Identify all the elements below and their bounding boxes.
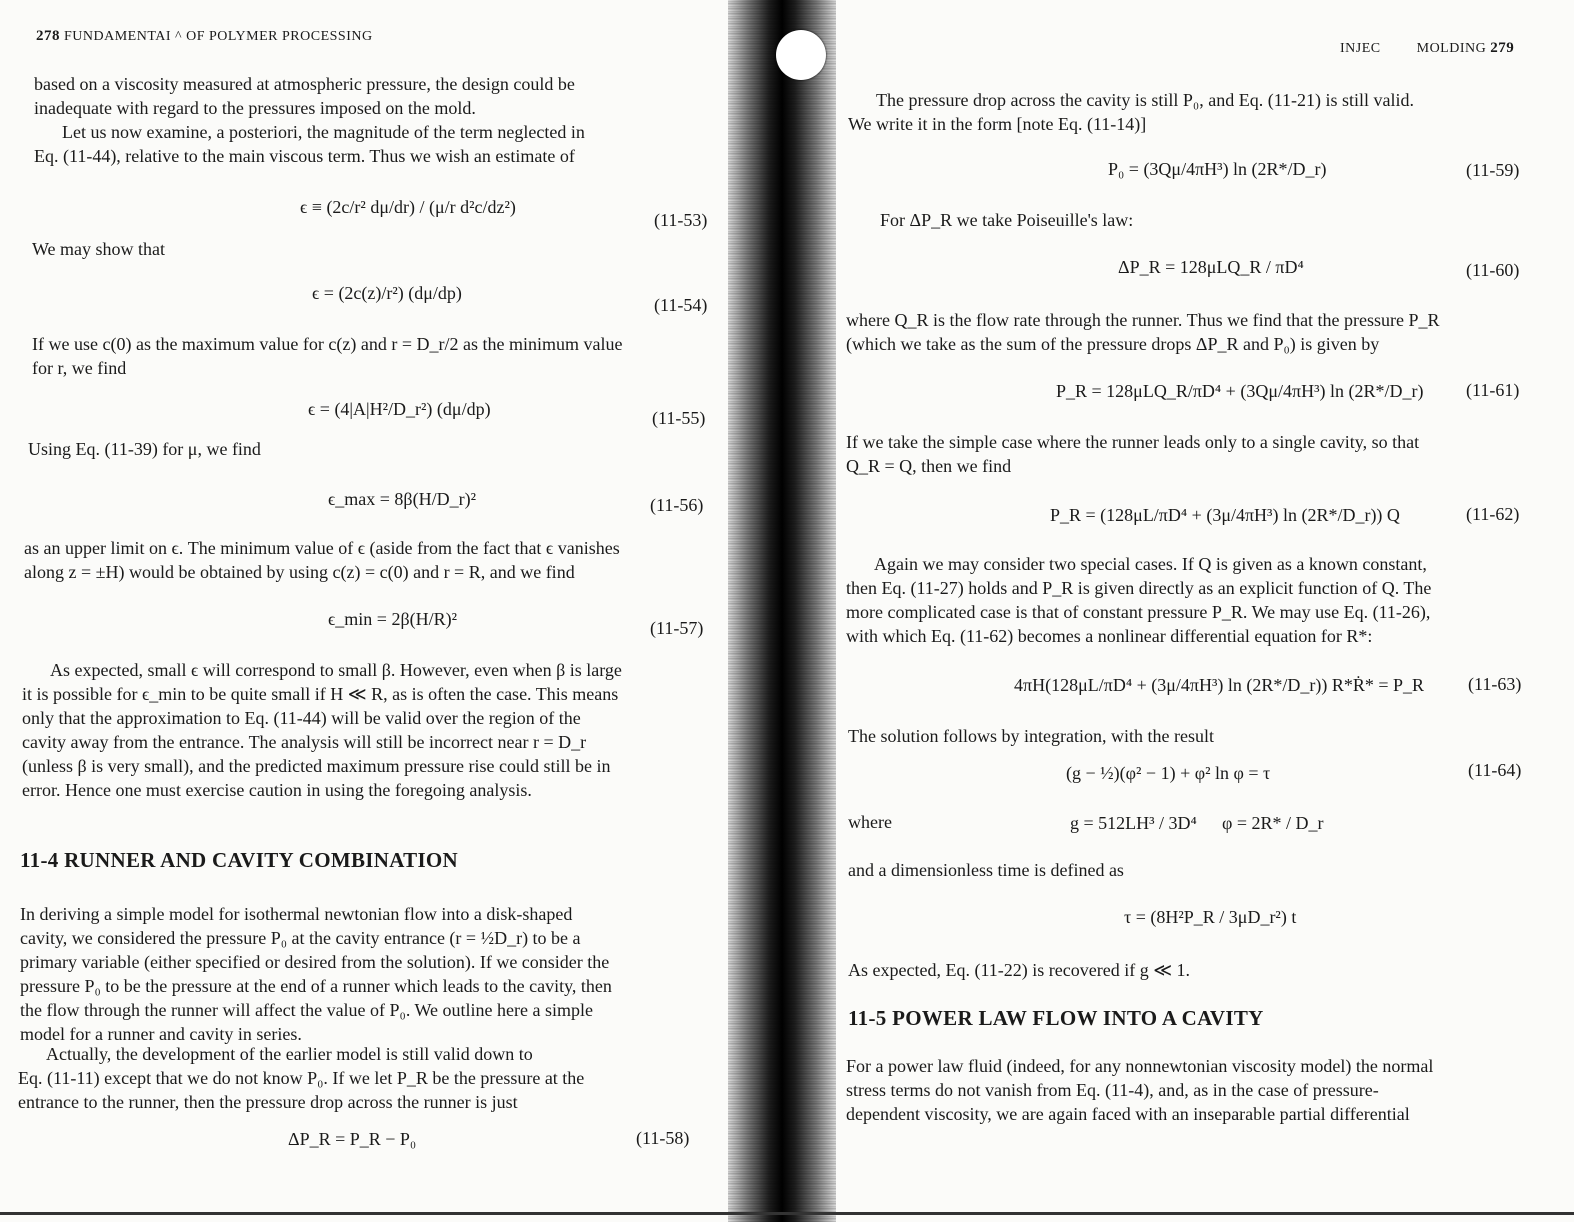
text-line: Let us now examine, a posteriori, the magnitude of the term neglected in <box>62 122 585 142</box>
text-line: The pressure drop across the cavity is still P₀, and Eq. (11-21) is still valid. <box>876 90 1415 110</box>
definition-tau: τ = (8H²P_R / 3μD_r²) t <box>1124 907 1297 927</box>
text-line: the flow through the runner will affect the value of P₀. We outline here a simple <box>20 1000 593 1020</box>
text-line: dependent viscosity, we are again faced with an inseparable partial differential <box>846 1104 1410 1124</box>
equation-number: (11-54) <box>654 295 708 315</box>
equation-11-63: 4πH(128μL/πD⁴ + (3μ/4πH³) ln (2R*/D_r)) R*Ṙ* = P_R <box>1014 675 1425 695</box>
right-paragraph-1 <box>848 88 1528 136</box>
punch-hole <box>776 30 826 80</box>
right-text-for-dpr <box>880 208 1133 232</box>
text-line: (which we take as the sum of the pressure drops ΔP_R and P₀) is given by <box>846 334 1380 354</box>
text-line: As expected, small ϵ will correspond to small β. However, even when β is large <box>50 660 622 680</box>
text-line: then Eq. (11-27) holds and P_R is given directly as an explicit function of Q. The <box>846 578 1432 598</box>
text-line: primary variable (either specified or desired from the solution). If we consider the <box>20 952 610 972</box>
text-line: it is possible for ϵ_min to be quite small if H ≪ R, as is often the case. This means <box>22 684 619 704</box>
right-text-as-expected <box>848 958 1190 982</box>
left-paragraph-5 <box>20 902 704 1046</box>
text-line: with which Eq. (11-62) becomes a nonlinear differential equation for R*: <box>846 626 1373 646</box>
text-line: If we use c(0) as the maximum value for c(z) and r = D_r/2 as the minimum value <box>32 334 623 354</box>
right-text-solution <box>848 724 1214 748</box>
text-line: Using Eq. (11-39) for μ, we find <box>28 439 261 459</box>
equation-number: (11-60) <box>1466 260 1520 280</box>
equation-11-62: P_R = (128μL/πD⁴ + (3μ/4πH³) ln (2R*/D_r)) Q <box>1050 505 1400 525</box>
right-running-head <box>1340 40 1514 57</box>
equation-number: (11-55) <box>652 408 706 428</box>
text-line: We write it in the form [note Eq. (11-14)] <box>848 114 1147 134</box>
left-paragraph-6 <box>18 1042 702 1114</box>
equation-11-59: P₀ = (3Qμ/4πH³) ln (2R*/D_r) <box>1108 159 1327 179</box>
left-paragraph-1 <box>34 72 714 168</box>
equation-11-60: ΔP_R = 128μLQ_R / πD⁴ <box>1118 257 1304 277</box>
text-line: pressure P₀ to be the pressure at the end of a runner which leads to the cavity, then <box>20 976 612 996</box>
right-paragraph-4 <box>846 552 1526 648</box>
right-text-dimensionless <box>848 858 1124 882</box>
left-running-head <box>36 28 373 45</box>
text-line: Again we may consider two special cases. If Q is given as a known constant, <box>874 554 1427 574</box>
text-line: only that the approximation to Eq. (11-44) will be valid over the region of the <box>22 708 581 728</box>
text-line: (unless β is very small), and the predicted maximum pressure rise could still be in <box>22 756 611 776</box>
equation-number: (11-64) <box>1468 760 1522 780</box>
equation-11-54: ϵ = (2c(z)/r²) (dμ/dp) <box>312 283 462 303</box>
equation-number: (11-56) <box>650 495 704 515</box>
equation-11-55: ϵ = (4|A|H²/D_r²) (dμ/dp) <box>308 399 491 419</box>
bottom-edge-rule <box>0 1212 1574 1215</box>
equation-11-57: ϵ_min = 2β(H/R)² <box>328 609 457 629</box>
text-line: as an upper limit on ϵ. The minimum value of ϵ (aside from the fact that ϵ vanishes <box>24 538 620 558</box>
equation-number: (11-61) <box>1466 380 1520 400</box>
section-heading-11-4: 11-4 RUNNER AND CAVITY COMBINATION <box>20 848 459 872</box>
equation-number: (11-63) <box>1468 674 1522 694</box>
left-running-title: FUNDAMENTAI ^ OF POLYMER PROCESSING <box>64 29 373 44</box>
book-spine-gutter <box>728 0 836 1222</box>
right-running-title-right: MOLDING <box>1416 41 1487 56</box>
left-paragraph-3 <box>24 536 620 584</box>
right-paragraph-3 <box>846 430 1526 478</box>
text-line: entrance to the runner, then the pressure drop across the runner is just <box>18 1092 518 1112</box>
text-line: For ΔP_R we take Poiseuille's law: <box>880 210 1134 230</box>
right-paragraph-5 <box>846 1054 1528 1126</box>
equation-11-61: P_R = 128μLQ_R/πD⁴ + (3Qμ/4πH³) ln (2R*/D_r) <box>1056 381 1424 401</box>
right-running-title-left: INJEC <box>1340 41 1381 56</box>
equation-11-58: ΔP_R = P_R − P₀ <box>288 1129 417 1149</box>
definition-g: g = 512LH³ / 3D⁴ <box>1070 813 1197 833</box>
equation-number: (11-53) <box>654 210 708 230</box>
equation-11-56: ϵ_max = 8β(H/D_r)² <box>328 489 476 509</box>
text-line: cavity away from the entrance. The analysis will still be incorrect near r = D_r <box>22 732 587 752</box>
equation-number: (11-59) <box>1466 160 1520 180</box>
definition-phi: φ = 2R* / D_r <box>1222 813 1324 833</box>
left-page-number: 278 <box>36 28 60 44</box>
text-line: Eq. (11-44), relative to the main viscous term. Thus we wish an estimate of <box>34 146 575 166</box>
text-line: where Q_R is the flow rate through the runner. Thus we find that the pressure P_R <box>846 310 1440 330</box>
text-line: We may show that <box>32 239 166 259</box>
text-line: Actually, the development of the earlier model is still valid down to <box>46 1044 533 1064</box>
right-page-number: 279 <box>1490 40 1515 56</box>
text-line: As expected, Eq. (11-22) is recovered if g ≪ 1. <box>848 960 1191 980</box>
left-paragraph-4 <box>22 658 706 802</box>
text-line: stress terms do not vanish from Eq. (11-4), and, as in the case of pressure- <box>846 1080 1379 1100</box>
text-line: If we take the simple case where the runner leads only to a single cavity, so that <box>846 432 1420 452</box>
text-line: The solution follows by integration, with the result <box>848 726 1214 746</box>
text-line: Q_R = Q, then we find <box>846 456 1012 476</box>
text-line: more complicated case is that of constant pressure P_R. We may use Eq. (11-26), <box>846 602 1431 622</box>
text-line: In deriving a simple model for isothermal newtonian flow into a disk-shaped <box>20 904 573 924</box>
text-line: cavity, we considered the pressure P₀ at the cavity entrance (r = ½D_r) to be a <box>20 928 581 948</box>
text-line: based on a viscosity measured at atmospheric pressure, the design could be <box>34 74 575 94</box>
equation-11-64: (g − ½)(φ² − 1) + φ² ln φ = τ <box>1066 763 1271 783</box>
right-paragraph-2 <box>846 308 1526 356</box>
text-line: inadequate with regard to the pressures imposed on the mold. <box>34 98 476 118</box>
section-heading-11-5: 11-5 POWER LAW FLOW INTO A CAVITY <box>848 1006 1264 1030</box>
text-line: error. Hence one must exercise caution in using the foregoing analysis. <box>22 780 532 800</box>
equation-number: (11-58) <box>636 1128 690 1148</box>
text-line: For a power law fluid (indeed, for any nonnewtonian viscosity model) the normal <box>846 1056 1434 1076</box>
left-paragraph-2 <box>32 332 622 380</box>
right-text-where <box>848 810 892 834</box>
text-line: and a dimensionless time is defined as <box>848 860 1124 880</box>
equation-number: (11-57) <box>650 618 704 638</box>
equation-number: (11-62) <box>1466 504 1520 524</box>
text-line: for r, we find <box>32 358 127 378</box>
text-line: along z = ±H) would be obtained by using c(z) = c(0) and r = R, and we find <box>24 562 575 582</box>
text-line: model for a runner and cavity in series. <box>20 1024 302 1044</box>
text-line: where <box>848 812 892 832</box>
text-line: Eq. (11-11) except that we do not know P₀. If we let P_R be the pressure at the <box>18 1068 585 1088</box>
equation-11-53: ϵ ≡ (2c/r² dμ/dr) / (μ/r d²c/dz²) <box>300 197 516 217</box>
left-text-using-eq <box>28 437 261 461</box>
left-text-we-may-show <box>32 237 165 261</box>
